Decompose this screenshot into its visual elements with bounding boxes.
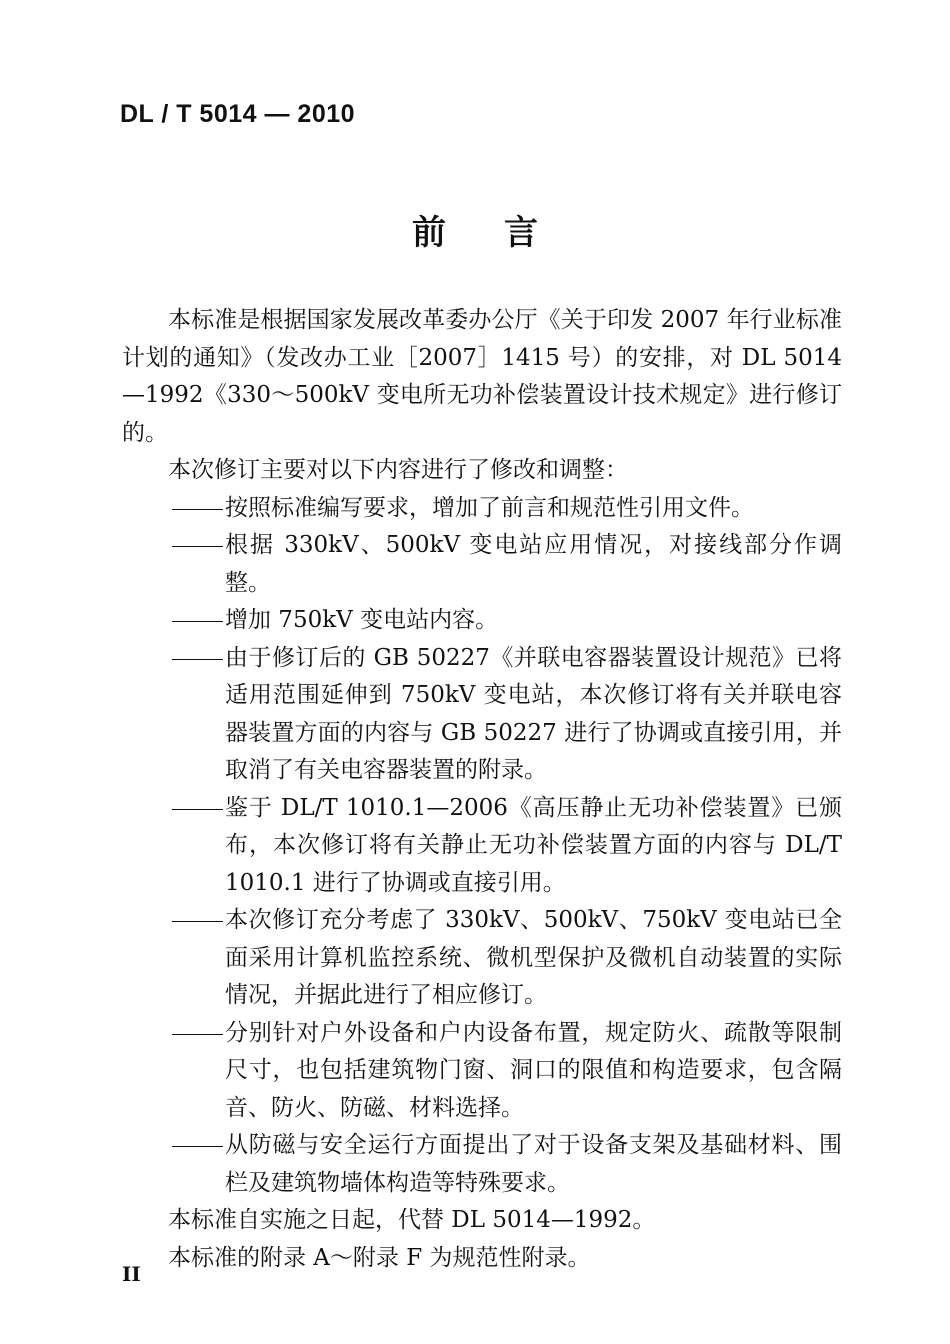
revision-item bbox=[122, 1127, 842, 1202]
dash-marker bbox=[170, 902, 225, 940]
dash-marker bbox=[170, 640, 225, 678]
revision-item-text: 增加 750kV 变电站内容。 bbox=[225, 607, 499, 633]
dash-marker bbox=[170, 1127, 225, 1165]
page-number: II bbox=[122, 1262, 141, 1286]
revision-item-text: 分别针对户外设备和户内设备布置，规定防火、疏散等限制尺寸，也包括建筑物门窗、洞口的限值和构造要求，包含隔音、防火、防磁、材料选择。 bbox=[225, 1019, 842, 1121]
revision-item bbox=[122, 602, 842, 640]
page-title bbox=[0, 205, 950, 254]
replaces-paragraph: 本标准自实施之日起，代替 DL 5014—1992。 bbox=[168, 1207, 656, 1233]
revision-item-text: 按照标准编写要求，增加了前言和规范性引用文件。 bbox=[225, 494, 754, 521]
revision-item bbox=[122, 790, 842, 903]
title-char-1: 前 bbox=[412, 213, 446, 253]
dash-marker bbox=[170, 527, 225, 565]
dash-marker bbox=[170, 1015, 225, 1053]
intro-paragraph: 本标准是根据国家发展改革委办公厅《关于印发 2007 年行业标准计划的通知》（发改办工业［2007］1415 号）的安排，对 DL 5014—1992《330～500kV 变电所无功补偿装置设计技术规定》进行修订的。 bbox=[122, 307, 842, 446]
revision-item bbox=[122, 902, 842, 1015]
dash-marker bbox=[170, 790, 225, 828]
dash-marker bbox=[170, 602, 225, 640]
revision-item bbox=[122, 527, 842, 602]
preface-body bbox=[122, 302, 842, 1277]
revision-item bbox=[122, 1015, 842, 1128]
revision-item-text: 由于修订后的 GB 50227《并联电容器装置设计规范》已将适用范围延伸到 750kV 变电站，本次修订将有关并联电容器装置方面的内容与 GB 50227 进行了协调或直接引用，并取消了有关电容器装置的附录。 bbox=[225, 644, 842, 783]
revision-item-text: 本次修订充分考虑了 330kV、500kV、750kV 变电站已全面采用计算机监控系统、微机型保护及微机自动装置的实际情况，并据此进行了相应修订。 bbox=[225, 907, 842, 1008]
standard-code: DL / T 5014 — 2010 bbox=[120, 100, 356, 128]
revision-item-text: 根据 330kV、500kV 变电站应用情况，对接线部分作调整。 bbox=[225, 532, 842, 596]
revision-lead-paragraph: 本次修订主要对以下内容进行了修改和调整： bbox=[168, 457, 628, 483]
title-char-2: 言 bbox=[504, 213, 538, 253]
revision-item-text: 从防磁与安全运行方面提出了对于设备支架及基础材料、围栏及建筑物墙体构造等特殊要求。 bbox=[225, 1132, 842, 1196]
dash-marker bbox=[170, 490, 225, 528]
appendix-paragraph: 本标准的附录 A～附录 F 为规范性附录。 bbox=[168, 1244, 591, 1271]
revision-item-text: 鉴于 DL/T 1010.1—2006《高压静止无功补偿装置》已颁布，本次修订将有关静止无功补偿装置方面的内容与 DL/T 1010.1 进行了协调或直接引用。 bbox=[225, 794, 842, 896]
revision-item bbox=[122, 490, 842, 528]
revision-item bbox=[122, 640, 842, 790]
